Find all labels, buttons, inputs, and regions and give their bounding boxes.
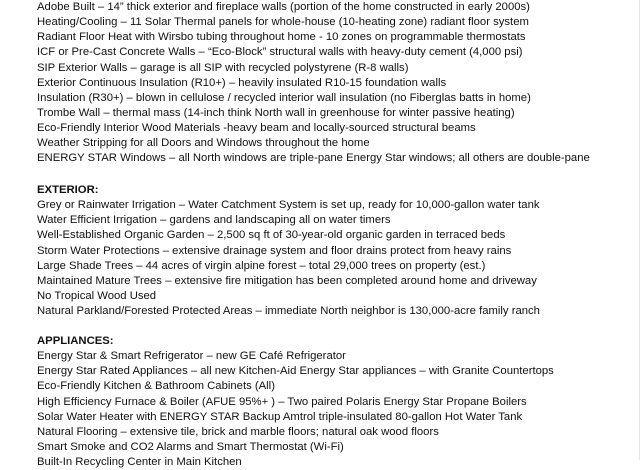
text-line: Eco-Friendly Interior Wood Materials -heavy beam and locally-sourced structural beams — [37, 122, 476, 135]
text-line: Large Shade Trees – 44 acres of virgin alpine forest – total 29,000 trees on property (est.) — [37, 259, 486, 272]
exterior-section — [37, 183, 634, 319]
text-line: ICF or Pre-Cast Concrete Walls – “Eco-Block” structural walls with heavy-duty cement (4,000 psi) — [37, 46, 523, 59]
text-line: Solar Water Heater with ENERGY STAR Backup Amtrol triple-insulated 80-gallon Hot Water Tank — [37, 410, 523, 423]
text-line: Energy Star & Smart Refrigerator – new GE Café Refrigerator — [37, 350, 346, 363]
appliances-section — [37, 334, 634, 470]
appliances-heading: APPLIANCES: — [37, 335, 114, 347]
text-line: SIP Exterior Walls – garage is all SIP with recycled polystyrene (R-8 walls) — [37, 61, 409, 74]
text-line: Smart Smoke and CO2 Alarms and Smart Thermostat (Wi-Fi) — [37, 440, 344, 453]
text-line: Adobe Built – 14” thick exterior and fireplace walls (portion of the home constructed in early 2000s) — [37, 1, 530, 13]
text-line: Exterior Continuous Insulation (R10+) – heavily insulated R10-15 foundation walls — [37, 76, 447, 89]
text-line: Natural Parkland/Forested Protected Areas – immediate North neighbor is 130,000-acre family ranch — [37, 305, 540, 318]
text-line: Grey or Rainwater Irrigation – Water Catchment System is set up, ready for 10,000-gallon water tank — [37, 199, 540, 212]
text-line: Weather Stripping for all Doors and Windows throughout the home — [37, 137, 370, 150]
intro-section — [37, 0, 634, 167]
text-line: Eco-Friendly Kitchen & Bathroom Cabinets (All) — [37, 380, 275, 393]
text-line: No Tropical Wood Used — [37, 289, 157, 302]
text-line: Radiant Floor Heat with Wirsbo tubing throughout home - 10 zones on programmable thermostats — [37, 31, 526, 44]
text-line: Energy Star Rated Appliances – all new Kitchen-Aid Energy Star appliances – with Granite Countertops — [37, 365, 554, 378]
exterior-heading: EXTERIOR: — [37, 184, 99, 196]
text-line: High Efficiency Furnace & Boiler (AFUE 95%+ ) – Two paired Polaris Energy Star Propane Boilers — [37, 395, 527, 408]
text-line: Well-Established Organic Garden – 2,500 sq ft of 30-year-old organic garden in terraced beds — [37, 229, 506, 242]
text-line: Trombe Wall – thermal mass (14-inch think North wall in greenhouse for winter passive heating) — [37, 106, 515, 119]
text-line: Heating/Cooling – 11 Solar Thermal panels for whole-house (10-heating zone) radiant floor system — [37, 16, 529, 29]
text-line: Built-In Recycling Center in Main Kitchen — [37, 456, 242, 469]
text-line: Water Efficient Irrigation – gardens and landscaping all on water timers — [37, 214, 391, 227]
text-line: Storm Water Protections – extensive drainage system and floor drains protect from heavy rains — [37, 244, 512, 257]
text-line: Insulation (R30+) – blown in cellulose / recycled interior wall insulation (no Fiberglas batts in home) — [37, 91, 531, 104]
text-line: Natural Flooring – extensive tile, brick and marble floors; natural oak wood floors — [37, 425, 439, 438]
text-line: ENERGY STAR Windows – all North windows are triple-pane Energy Star windows; all others are double-pane — [37, 152, 590, 165]
text-line: Maintained Mature Trees – extensive fire mitigation has been completed around home and driveway — [37, 274, 537, 287]
